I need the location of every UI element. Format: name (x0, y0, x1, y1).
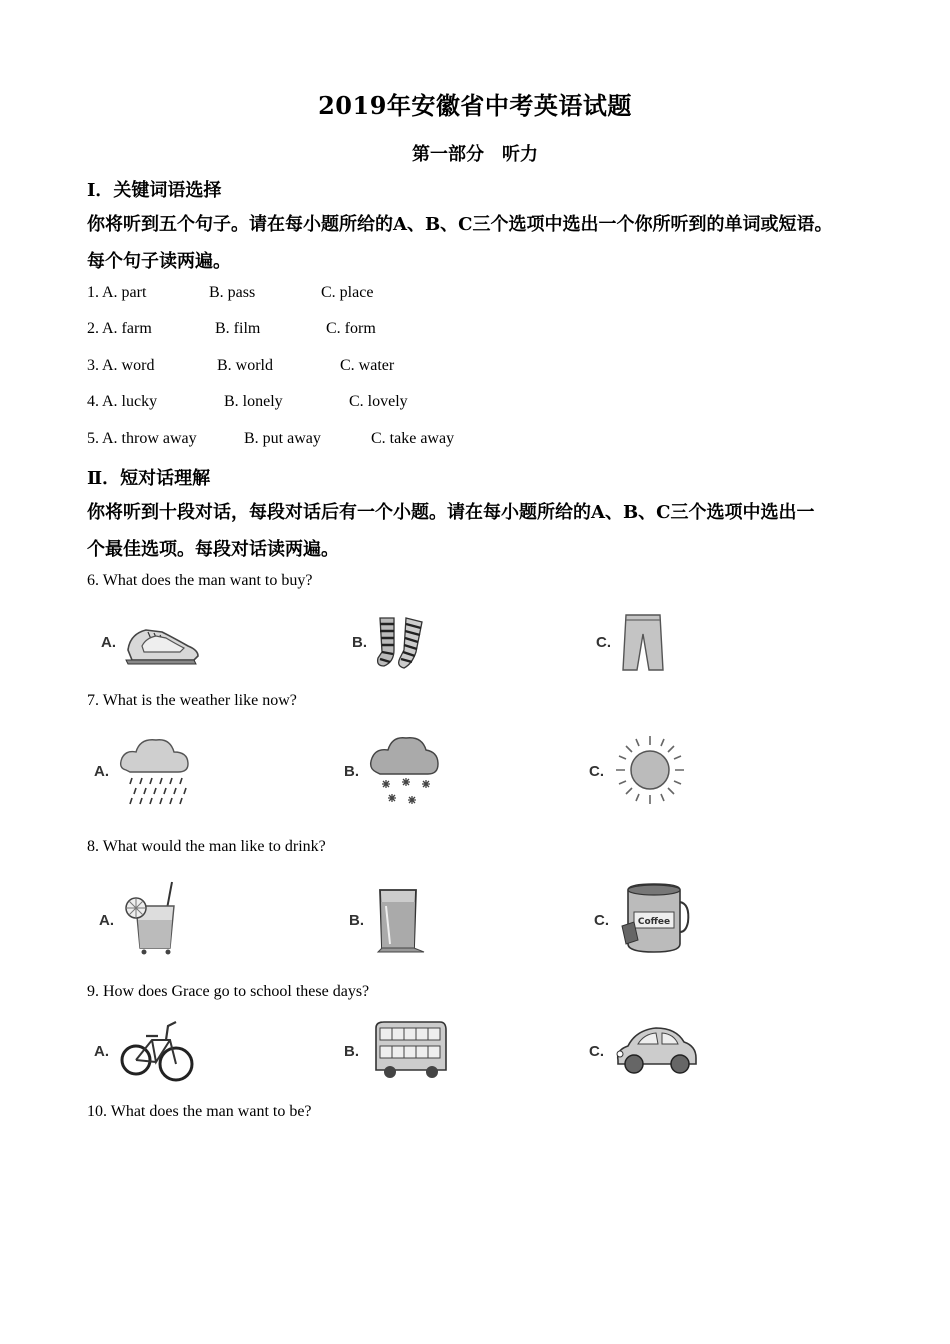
option-label: B. (352, 634, 367, 651)
option-label: C. (589, 763, 604, 780)
section1-instruction-line1: 你将听到五个句子。请在每小题所给的A、B、C三个选项中选出一个你所听到的单词或短语。 (87, 214, 833, 235)
option-b: B. film (215, 320, 261, 337)
option-b: B. lonely (224, 393, 283, 410)
option-c: C. form (326, 320, 376, 337)
item-number: 1. (87, 284, 99, 301)
section1-instruction-line2: 每个句子读两遍。 (87, 251, 231, 272)
page-title: 2019年安徽省中考英语试题 (318, 91, 632, 120)
question-text: 6. What does the man want to buy? (87, 572, 313, 589)
juice-glass-icon (122, 880, 182, 956)
option-label: C. (594, 912, 609, 929)
question-text: 9. How does Grace go to school these days? (87, 983, 370, 1000)
sneakers-icon (122, 616, 202, 668)
question-text: 7. What is the weather like now? (87, 692, 297, 709)
option-a: A. farm (102, 320, 152, 337)
option-b: B. world (217, 357, 273, 374)
option-label: A. (99, 912, 114, 929)
item-number: 5. (87, 430, 99, 447)
section2-heading: Ⅱ．短对话理解 (87, 468, 211, 489)
option-label: B. (349, 912, 364, 929)
option-a: A. part (102, 284, 147, 301)
option-label: C. (596, 634, 611, 651)
snow-cloud-icon (368, 732, 440, 810)
option-a: A. throw away (102, 430, 197, 447)
option-b: B. pass (209, 284, 256, 301)
item-number: 4. (87, 393, 99, 410)
item-number: 3. (87, 357, 99, 374)
question-text: 8. What would the man like to drink? (87, 838, 326, 855)
option-a: A. lucky (102, 393, 158, 410)
trousers-icon (620, 612, 666, 674)
question-text: 10. What does the man want to be? (87, 1103, 312, 1120)
item-number: 2. (87, 320, 99, 337)
option-c: C. water (340, 357, 395, 374)
option-c: C. take away (371, 430, 455, 447)
option-c: C. place (321, 284, 374, 301)
option-label: A. (94, 1043, 109, 1060)
option-label: C. (589, 1043, 604, 1060)
option-label: B. (344, 763, 359, 780)
option-b: B. put away (244, 430, 321, 447)
section2-instruction-line2: 个最佳选项。每段对话读两遍。 (87, 539, 339, 560)
section1-heading: I．关键词语选择 (87, 180, 222, 201)
option-a: A. word (102, 357, 155, 374)
coffee-mug-icon (618, 882, 690, 956)
bicycle-icon (120, 1018, 194, 1084)
option-label: B. (344, 1043, 359, 1060)
car-icon (612, 1022, 700, 1080)
part-title: 第一部分 听力 (412, 144, 538, 165)
sun-icon (614, 734, 686, 806)
option-label: A. (94, 763, 109, 780)
coffee-label-text: Coffee (637, 917, 671, 927)
option-c: C. lovely (349, 393, 408, 410)
section2-instruction-line1: 你将听到十段对话，每段对话后有一个小题。请在每小题所给的A、B、C三个选项中选出一 (87, 502, 815, 523)
option-label: A. (101, 634, 116, 651)
bus-icon (372, 1020, 450, 1080)
rain-cloud-icon (118, 732, 192, 810)
striped-socks-icon (372, 614, 432, 672)
water-glass-icon (372, 884, 432, 956)
